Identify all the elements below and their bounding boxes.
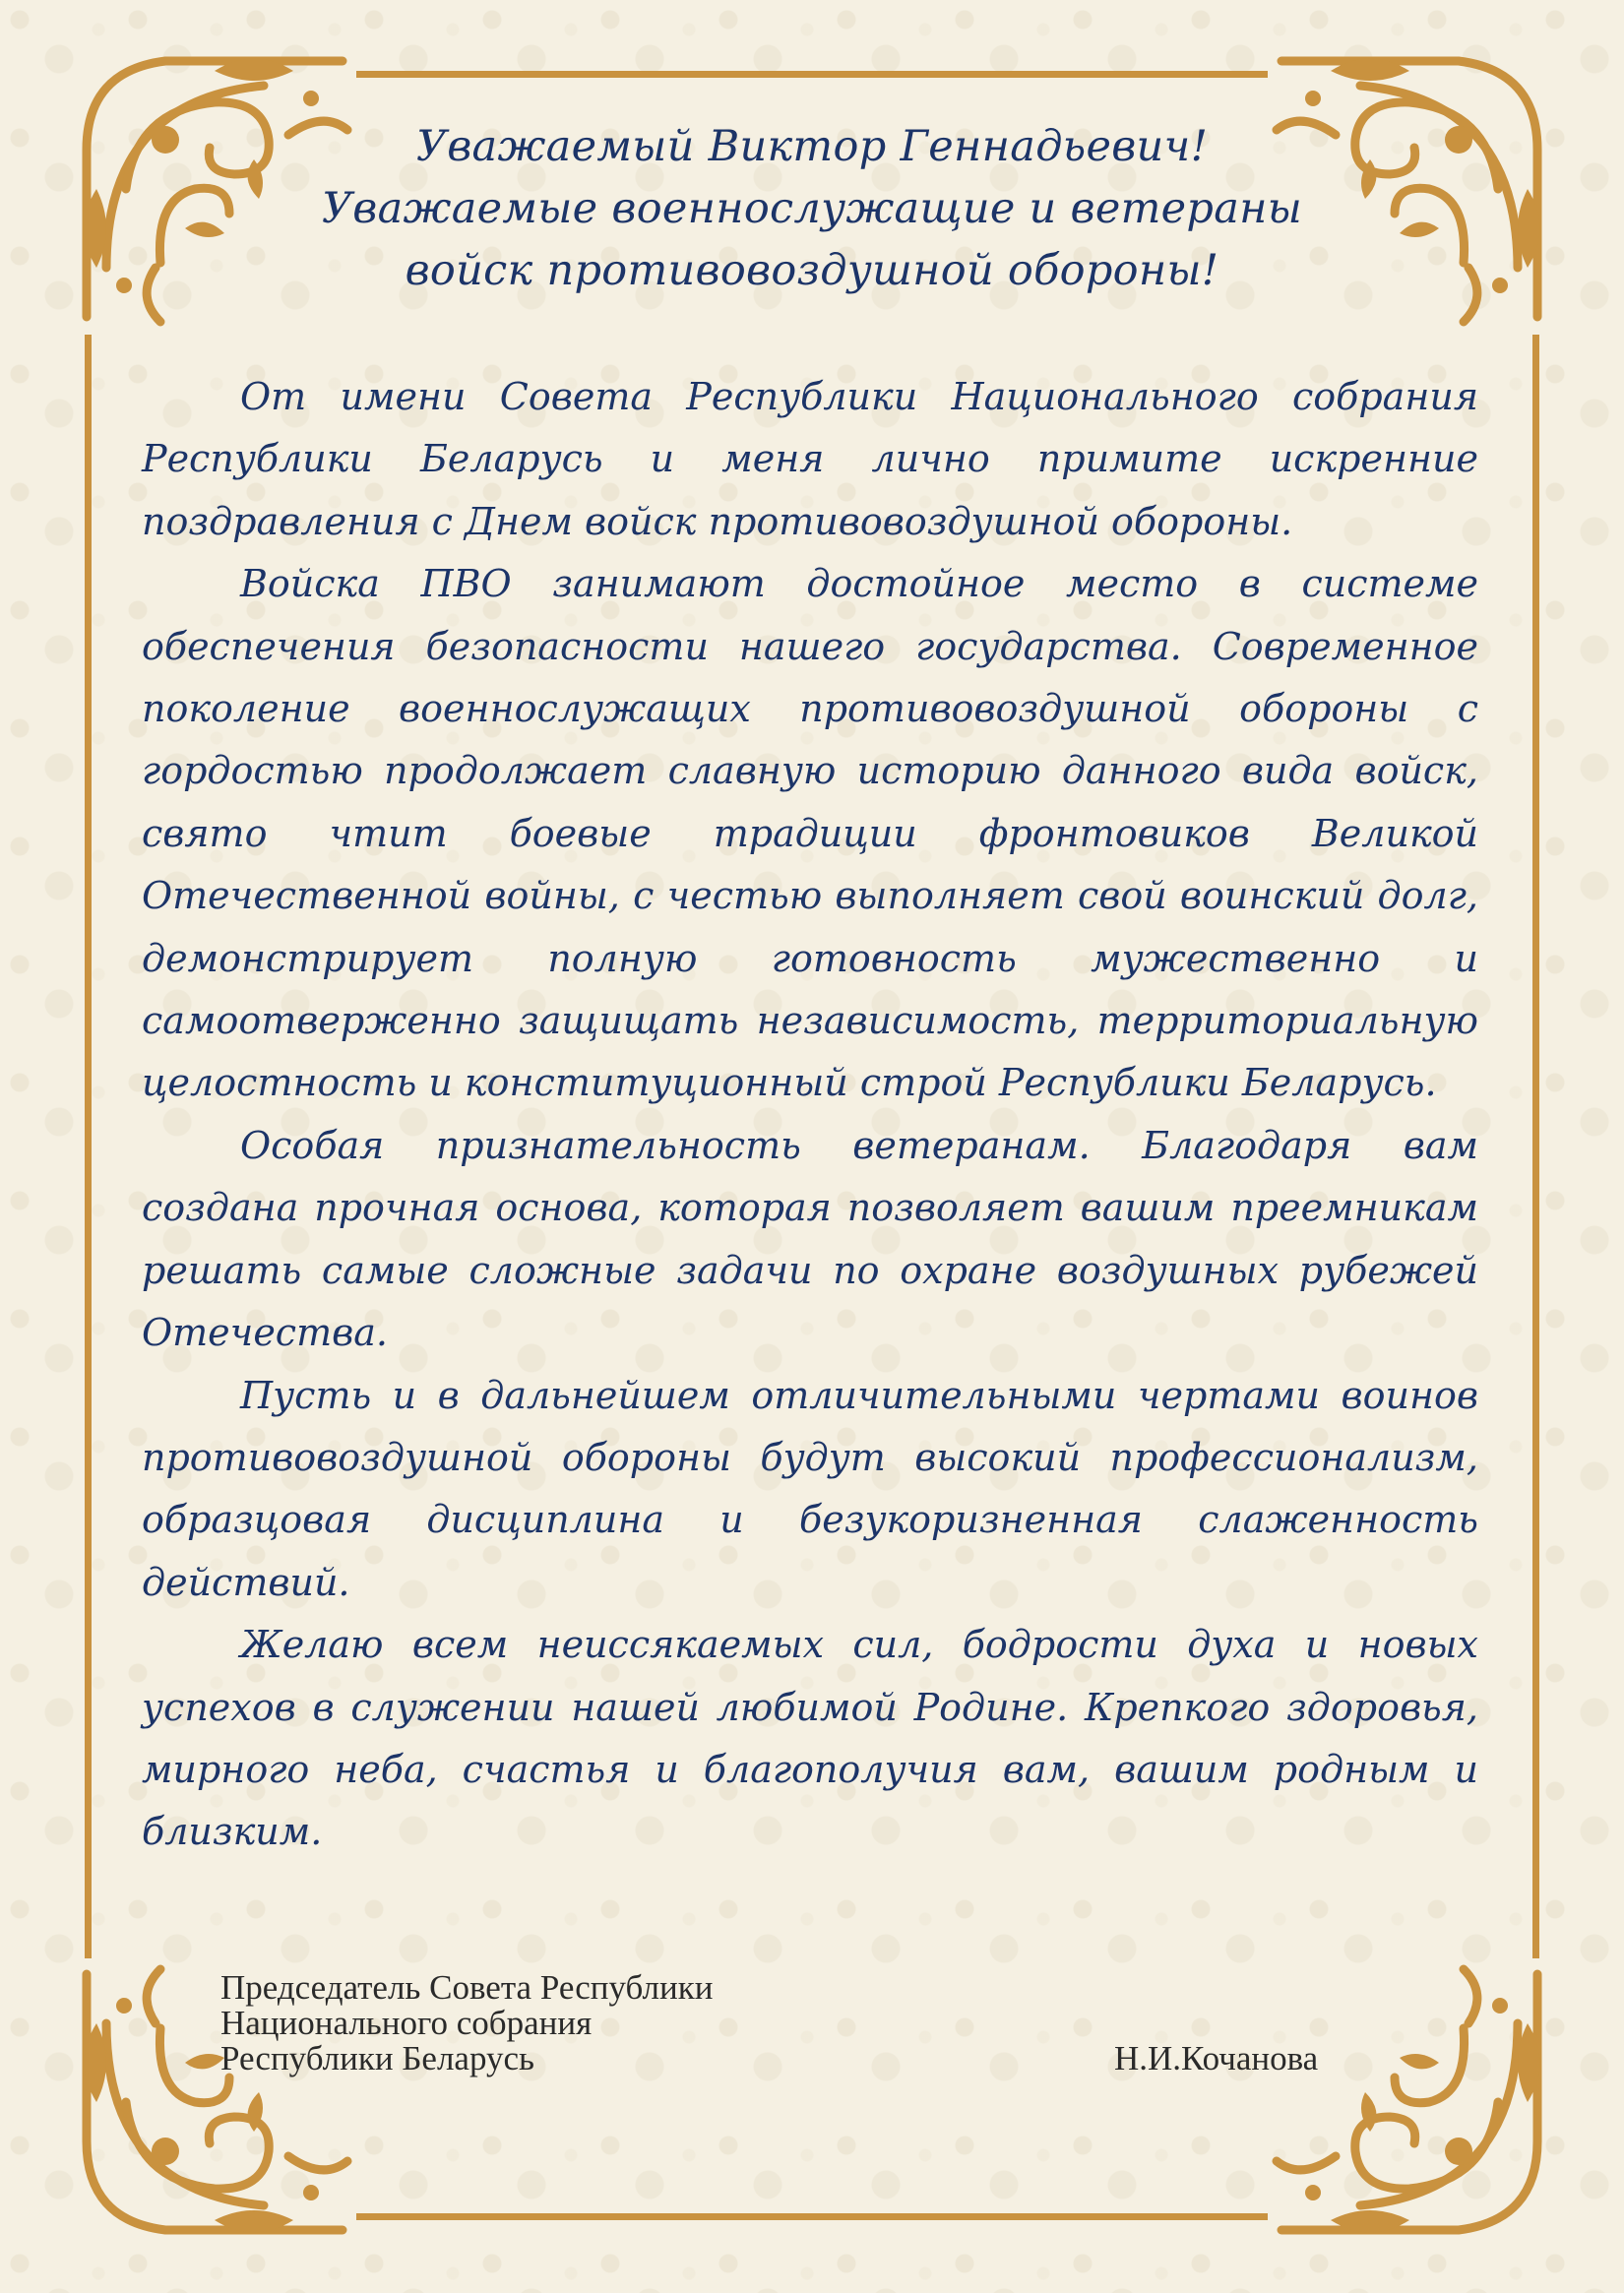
signatory-title-line-1: Председатель Совета Республики bbox=[220, 1968, 714, 2007]
signature-block bbox=[220, 1970, 1402, 2076]
frame-bottom-border bbox=[356, 2213, 1268, 2220]
signatory-title-line-3: Республики Беларусь bbox=[220, 2039, 534, 2077]
frame-left-border bbox=[85, 335, 92, 1958]
salutation-line-3: войск противовоздушной обороны! bbox=[405, 246, 1219, 295]
paragraph-4: Пусть и в дальнейшем отличительными чертами воинов противовоздушной обороны будут высокий профессионализм, образцовая дисциплина и безукоризненная слаженность действий. bbox=[142, 1373, 1478, 1604]
paragraph-3: Особая признательность ветеранам. Благодаря вам создана прочная основа, которая позволяет вашим преемникам решать самые сложные задачи по охране воздушных рубежей Отечества. bbox=[142, 1123, 1478, 1355]
signatory-name: Н.И.Кочанова bbox=[1114, 2039, 1319, 2077]
paragraph-2: Войска ПВО занимают достойное место в системе обеспечения безопасности нашего государства. Современное поколение военнослужащих противовоздушной обороны с гордостью продолжает славную историю данного вида войск, свято чтит боевые традиции фронтовиков Великой Отечественной войны, с честью выполняет свой воинский долг, демонстрирует полную готовность мужественно и самоотверженно защищать независимость, территориальную целостность и конституционный строй Республики Беларусь. bbox=[142, 562, 1478, 1105]
paragraph-1: От имени Совета Республики Национального собрания Республики Беларусь и меня лично примите искренние поздравления с Днем войск противовоздушной обороны. bbox=[142, 375, 1478, 543]
signatory-title-line-2: Национального собрания bbox=[220, 2004, 593, 2042]
frame-top-border bbox=[356, 71, 1268, 78]
salutation bbox=[177, 116, 1447, 302]
letter-body bbox=[142, 366, 1478, 1864]
frame-right-border bbox=[1532, 335, 1539, 1958]
salutation-line-1: Уважаемый Виктор Геннадьевич! bbox=[415, 122, 1209, 171]
salutation-line-2: Уважаемые военнослужащие и ветераны bbox=[321, 184, 1303, 233]
paragraph-5: Желаю всем неиссякаемых сил, бодрости духа и новых успехов в служении нашей любимой Родине. Крепкого здоровья, мирного неба, счастья и благополучия вам, вашим родным и близким. bbox=[142, 1623, 1478, 1854]
